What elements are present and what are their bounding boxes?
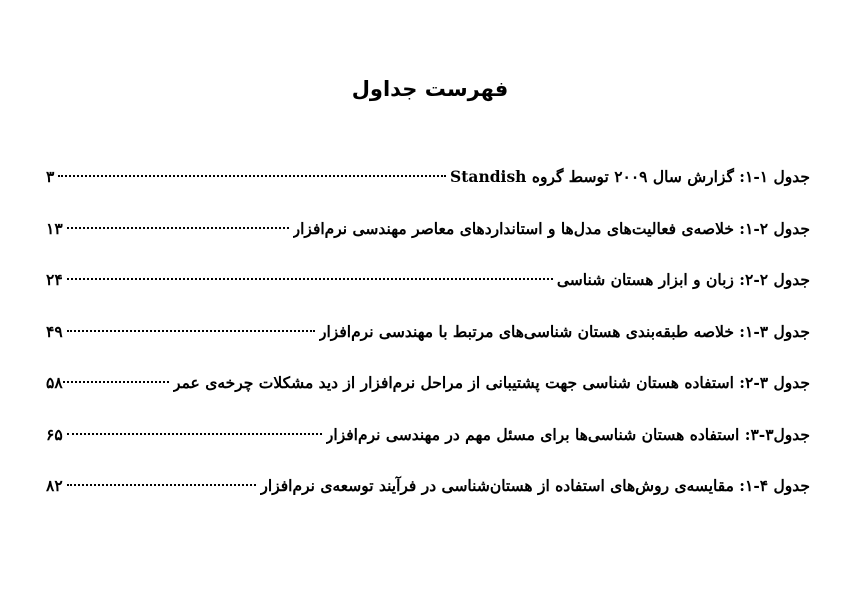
toc-entry-3-1[interactable]	[46, 317, 810, 347]
toc-entry-label: جدول۳-۳: استفاده هستان شناسی‌ها برای مسئل مهم در مهندسی نرم‌افزار	[325, 424, 810, 444]
toc-entry-page-number: ۶۵	[46, 424, 63, 444]
toc-entry-2-2[interactable]	[46, 265, 810, 295]
toc-entry-3-3[interactable]	[46, 420, 810, 450]
toc-entry-page-number: ۳	[46, 167, 55, 186]
dot-leader	[67, 330, 315, 332]
toc-entry-1-1[interactable]	[46, 162, 810, 192]
toc-entry-label: جدول ۳-۲: استفاده هستان شناسی جهت پشتیبانی از مراحل نرم‌افزار از دید مشکلات چرخه‌ی عمر	[173, 373, 810, 392]
toc-entry-3-2[interactable]	[46, 368, 810, 398]
toc-entry-page-number: ۵۸	[46, 373, 63, 392]
toc-entry-2-1[interactable]	[46, 214, 810, 244]
toc-entry-label: جدول ۲-۲: زبان و ابزار هستان شناسی	[556, 270, 810, 289]
toc-entry-page-number: ۱۳	[46, 218, 63, 238]
toc-entry-label: جدول ۱-۱: گزارش سال ۲۰۰۹ توسط گروه Standish	[450, 167, 810, 186]
dot-leader	[58, 175, 446, 177]
dot-leader	[67, 227, 289, 229]
table-of-tables-list	[46, 162, 810, 523]
toc-entry-page-number: ۸۲	[46, 476, 63, 495]
toc-entry-label: جدول ۲-۱: خلاصه‌ی فعالیت‌های مدل‌ها و استانداردهای معاصر مهندسی نرم‌افزار	[292, 218, 810, 238]
dot-leader	[67, 433, 322, 435]
toc-entry-label: جدول ۳-۱: خلاصه طبقه‌بندی هستان شناسی‌های مرتبط با مهندسی نرم‌افزار	[319, 321, 810, 341]
toc-entry-page-number: ۴۹	[46, 321, 63, 341]
dot-leader	[67, 278, 553, 280]
toc-entry-4-1[interactable]	[46, 471, 810, 501]
toc-entry-label: جدول ۴-۱: مقایسه‌ی روش‌های استفاده از هستان‌شناسی در فرآیند توسعه‌ی نرم‌افزار	[260, 476, 810, 495]
dot-leader	[67, 484, 257, 486]
toc-entry-page-number: ۲۴	[46, 270, 63, 289]
page-title: فهرست جداول	[351, 77, 509, 101]
dot-leader	[63, 381, 169, 383]
